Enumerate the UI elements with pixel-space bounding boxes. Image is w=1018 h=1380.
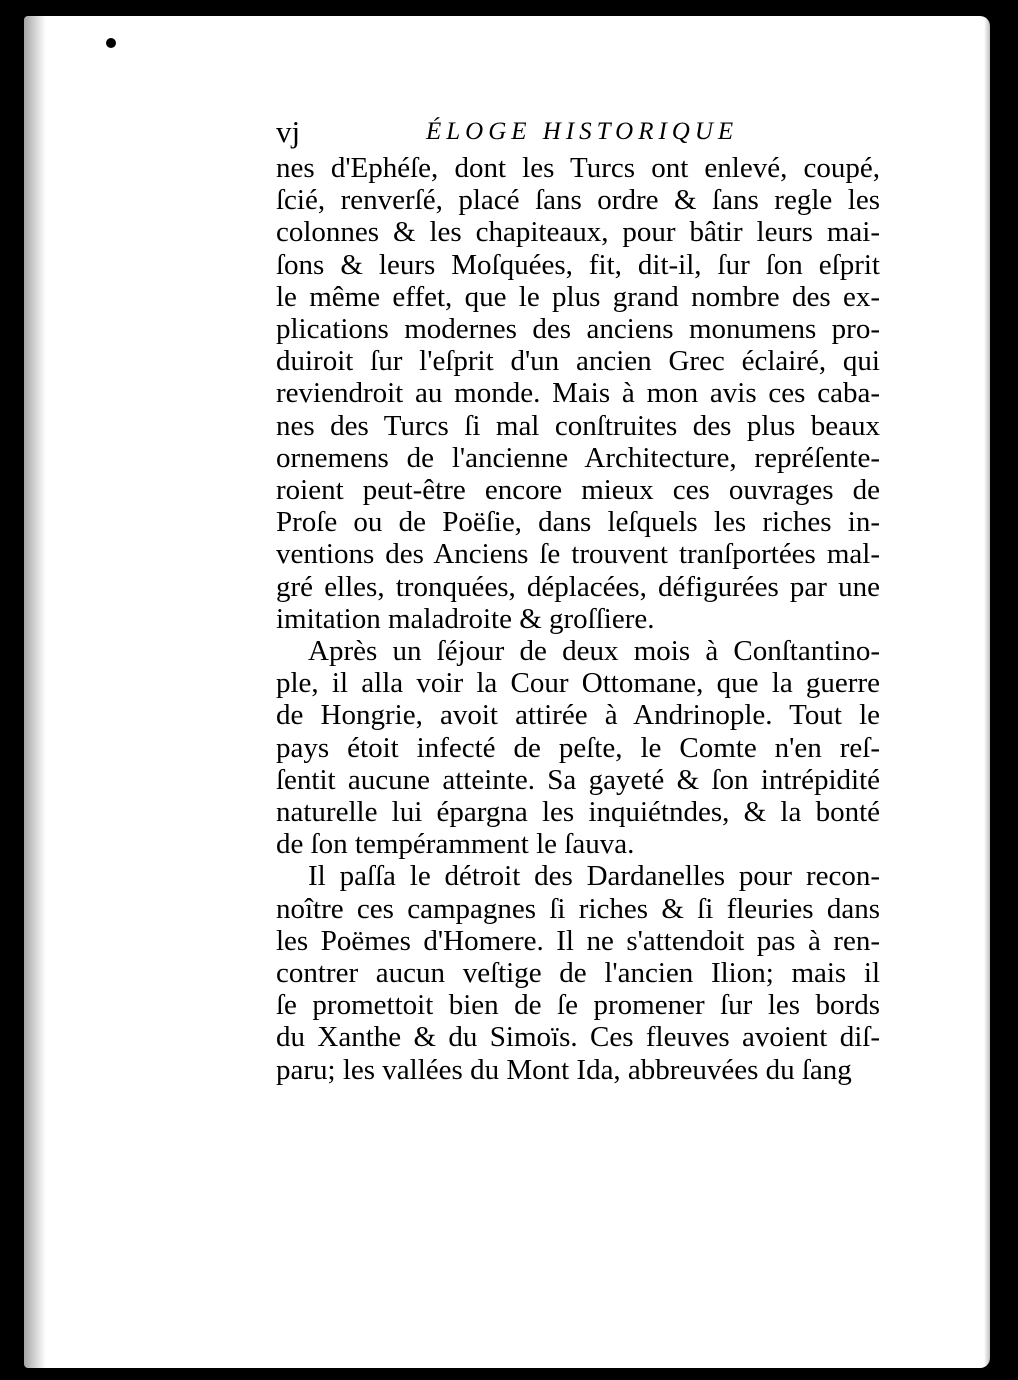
text-line: duiroit ſur l'eſprit d'un ancien Grec éclairé, qui: [276, 345, 880, 378]
text-line: Il paſſa le détroit des Dardanelles pour recon-: [308, 860, 880, 893]
text-line: roient peut-être encore mieux ces ouvrages de: [276, 474, 880, 507]
text-line: ſentit aucune atteinte. Sa gayeté & ſon intrépidité: [276, 763, 880, 796]
text-line: contrer aucun veſtige de l'ancien Ilion; mais il: [276, 957, 880, 990]
text-line: naturelle lui épargna les inquiétndes, & la bonté: [276, 796, 880, 829]
page-number: vj: [276, 114, 301, 149]
text-line: le même effet, que le plus grand nombre des ex-: [276, 280, 880, 313]
text-line: noître ces campagnes ſi riches & ſi fleuries dans: [276, 892, 880, 925]
text-line: gré elles, tronquées, déplacées, défigurées par une: [276, 570, 880, 603]
text-line: ventions des Anciens ſe trouvent tranſportées mal-: [276, 538, 880, 571]
body-text: [276, 152, 880, 1086]
text-line: nes des Turcs ſi mal conſtruites des plus beaux: [276, 409, 880, 442]
text-line: du Xanthe & du Simoïs. Ces fleuves avoient diſ-: [276, 1021, 880, 1054]
text-line: plications modernes des anciens monumens pro-: [276, 313, 880, 346]
text-line: paru; les vallées du Mont Ida, abbreuvées du ſang: [276, 1053, 852, 1086]
text-line: reviendroit au monde. Mais à mon avis ces caba-: [276, 377, 880, 410]
text-line: nes d'Ephéſe, dont les Turcs ont enlevé, coupé,: [276, 152, 880, 184]
text-line: les Poëmes d'Homere. Il ne s'attendoit pas à ren-: [276, 924, 880, 957]
text-line: Après un ſéjour de deux mois à Conſtantino-: [308, 635, 880, 668]
text-line: Proſe ou de Poëſie, dans leſquels les riches in-: [276, 506, 880, 539]
ink-blot: [106, 38, 116, 48]
text-line: pays étoit infecté de peſte, le Comte n'en reſ-: [276, 731, 880, 764]
text-line: colonnes & les chapiteaux, pour bâtir leurs mai-: [276, 216, 880, 249]
text-line: imitation maladroite & groſſiere.: [276, 602, 655, 635]
running-title: ÉLOGE HISTORIQUE: [426, 118, 739, 145]
page-header: [276, 112, 876, 152]
text-line: ornemens de l'ancienne Architecture, repréſente-: [276, 441, 880, 474]
text-line: de Hongrie, avoit attirée à Andrinople. Tout le: [276, 699, 880, 732]
text-line: ſe promettoit bien de ſe promener ſur les bords: [276, 989, 880, 1022]
text-line: de ſon tempéramment le ſauva.: [276, 828, 635, 861]
text-line: ſcié, renverſé, placé ſans ordre & ſans regle les: [276, 184, 880, 217]
text-line: ple, il alla voir la Cour Ottomane, que la guerre: [276, 667, 880, 700]
text-line: ſons & leurs Moſquées, fit, dit-il, ſur ſon eſprit: [276, 248, 880, 281]
